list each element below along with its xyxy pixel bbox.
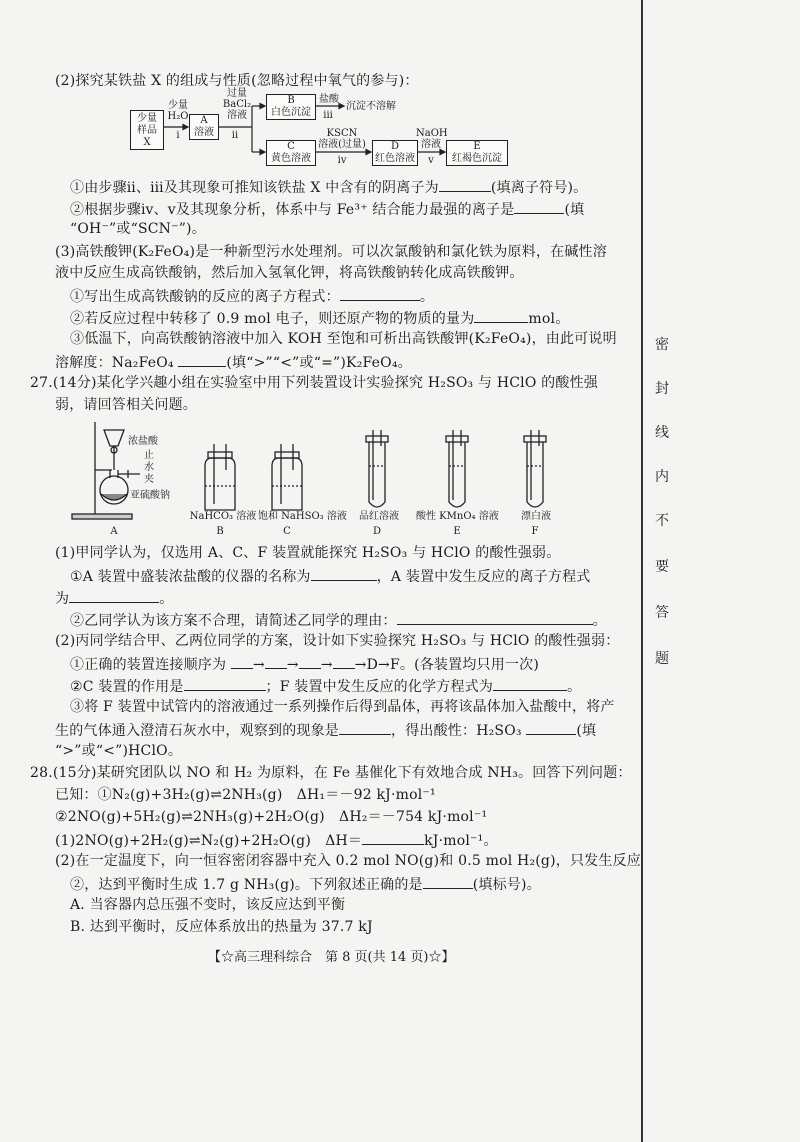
answer-blank[interactable]	[526, 720, 576, 735]
apparatus-letter-d: D	[372, 526, 382, 537]
q28-p1: (1)2NO(g)+2H₂(g)⇌N₂(g)+2H₂O(g) ΔH＝ kJ·mol⁻¹。	[55, 830, 498, 850]
step5-reagent: NaOH 溶液	[416, 128, 448, 150]
step1-reagent: 少量 H₂O	[167, 100, 189, 122]
apparatus-a-label-sulfite: 亚硫酸钠	[130, 490, 170, 501]
q28-option-b: B. 达到平衡时，反应体系放出的热量为 37.7 kJ	[70, 919, 373, 935]
q26-sub2-line2: “OH⁻”或“SCN⁻”)。	[70, 221, 206, 237]
q27-title-line2: 弱，请回答相关问题。	[55, 397, 197, 413]
answer-blank[interactable]	[493, 676, 567, 691]
apparatus-a-label-clamp3: 夹	[144, 474, 154, 485]
flow-box-a: A 溶液	[189, 114, 219, 140]
seal-char: 封	[655, 381, 669, 397]
seal-char: 线	[655, 425, 669, 441]
q27-p1: (1)甲同学认为，仅选用 A、C、F 装置就能探究 H₂SO₃ 与 HClO 的酸性强弱。	[55, 545, 561, 561]
answer-blank[interactable]	[69, 588, 159, 603]
apparatus-e-solution: 酸性 KMnO₄ 溶液	[416, 511, 499, 522]
q26-part3-line2: 液中反应生成高铁酸钠，然后加入氢氧化钾，将高铁酸钠转化成高铁酸钾。	[55, 265, 524, 281]
seal-char: 密	[655, 337, 669, 353]
seal-char: 题	[655, 651, 669, 667]
answer-blank[interactable]	[423, 874, 473, 889]
step5-label: ⅴ	[428, 155, 434, 166]
q26-p3-sub1: ①写出生成高铁酸钠的反应的离子方程式： 。	[70, 286, 434, 306]
seal-char: 内	[655, 469, 669, 485]
apparatus-letter-a: A	[110, 526, 118, 537]
flow-box-d: D 红色溶液	[372, 140, 418, 166]
step2-reagent: 过量 BaCl₂ 溶液	[222, 88, 252, 121]
q28-option-a: A. 当容器内总压强不变时，该反应达到平衡	[70, 897, 346, 913]
apparatus-letter-f: F	[531, 526, 539, 537]
step3-label: ⅲ	[323, 110, 333, 121]
apparatus-a-label-clamp2: 水	[144, 462, 154, 473]
apparatus-a-label-acid: 浓盐酸	[128, 436, 158, 447]
answer-blank[interactable]	[299, 654, 321, 669]
q26-sub1: ①由步骤ⅱ、ⅲ及其现象可推知该铁盐 X 中含有的阴离子为 (填离子符号)。	[70, 177, 587, 197]
answer-blank[interactable]	[362, 830, 424, 845]
q27-p2-sub2: ②C 装置的作用是 ；F 装置中发生反应的化学方程式为 。	[70, 676, 581, 696]
step3-result: 沉淀不溶解	[346, 101, 396, 112]
q28-p2-line1: (2)在一定温度下，向一恒容密闭容器中充入 0.2 mol NO(g)和 0.5 mol H₂(g)，只发生反应	[55, 853, 641, 869]
flow-box-c: C 黄色溶液	[266, 140, 316, 166]
q26-p3-sub3-line1: ③低温下，向高铁酸钠溶液中加入 KOH 至饱和可析出高铁酸钾(K₂FeO₄)，由此可说明	[70, 331, 617, 347]
seal-char: 要	[655, 559, 669, 575]
q26-part3-line1: (3)高铁酸钾(K₂FeO₄)是一种新型污水处理剂。可以次氯酸钠和氯化铁为原料，在碱性溶	[55, 244, 607, 260]
page-footer: 【☆高三理科综合 第 8 页(共 14 页)☆】	[208, 950, 455, 965]
answer-blank[interactable]	[333, 654, 355, 669]
q27-p1-sub1: ①A 装置中盛装浓盐酸的仪器的名称为 ，A 装置中发生反应的离子方程式	[70, 566, 590, 586]
step3-reagent: 盐酸	[319, 94, 339, 105]
q27-p2-sub3-line1: ③将 F 装置中试管内的溶液通过一系列操作后得到晶体，再将该晶体加入盐酸中，将产	[70, 699, 615, 715]
q27-p2: (2)丙同学结合甲、乙两位同学的方案，设计如下实验探究 H₂SO₃ 与 HClO 的酸性强弱：	[55, 633, 620, 649]
q28-title: 28.(15分)某研究团队以 NO 和 H₂ 为原料，在 Fe 基催化下有效地合成 NH₃。回答下列问题：	[30, 765, 632, 781]
q26-p3-sub2: ②若反应过程中转移了 0.9 mol 电子，则还原产物的物质的量为 mol。	[70, 308, 569, 328]
apparatus-a-label-clamp1: 止	[144, 450, 154, 461]
step4-label: ⅳ	[337, 155, 347, 166]
apparatus-f-solution: 漂白液	[521, 511, 551, 522]
step2-label: ⅱ	[231, 130, 239, 141]
answer-blank[interactable]	[184, 676, 266, 691]
flow-box-e: E 红褐色沉淀	[446, 140, 508, 166]
q27-p1-sub1-line2: 为 。	[55, 588, 173, 608]
q27-p2-sub3-line3: “>”或“<”)HClO。	[55, 743, 183, 759]
q28-p2-line2: ②，达到平衡时生成 1.7 g NH₃(g)。下列叙述正确的是 (填标号)。	[70, 874, 541, 894]
answer-blank[interactable]	[265, 654, 287, 669]
q27-title-line1: 27.(14分)某化学兴趣小组在实验室中用下列装置设计实验探究 H₂SO₃ 与 HClO 的酸性强	[30, 375, 598, 391]
flow-sample-box: 少量 样品 X	[130, 110, 164, 150]
apparatus-letter-b: B	[216, 526, 224, 537]
answer-blank[interactable]	[231, 654, 253, 669]
apparatus-letter-e: E	[453, 526, 461, 537]
answer-blank[interactable]	[311, 566, 377, 581]
seal-divider-line	[641, 0, 643, 1142]
q26-p3-sub3-line2: 溶解度：Na₂FeO₄ (填“>”“<”或“=”)K₂FeO₄。	[55, 352, 412, 372]
apparatus-b-solution: NaHCO₃ 溶液	[189, 511, 257, 522]
apparatus-c-solution: 饱和 NaHSO₃ 溶液	[258, 511, 347, 522]
q27-p1-sub2: ②乙同学认为该方案不合理，请简述乙同学的理由： 。	[70, 610, 607, 630]
q28-known2: ②2NO(g)+5H₂(g)⇌2NH₃(g)+2H₂O(g) ΔH₂＝－754 kJ·mol⁻¹	[55, 809, 488, 825]
seal-char: 答	[655, 605, 669, 621]
q27-p2-sub3-line2: 生的气体通入澄清石灰水中，观察到的现象是 ，得出酸性：H₂SO₃ (填	[55, 720, 596, 740]
answer-blank[interactable]	[339, 720, 391, 735]
step1-label: ⅰ	[176, 130, 180, 141]
step4-reagent: KSCN 溶液(过量)	[318, 128, 366, 150]
q26-sub2: ②根据步骤ⅳ、ⅴ及其现象分析，体系中与 Fe³⁺ 结合能力最强的离子是 (填	[70, 199, 584, 219]
apparatus-d-solution: 品红溶液	[359, 511, 399, 522]
q26-part2-title: (2)探究某铁盐 X 的组成与性质(忽略过程中氧气的参与)：	[55, 73, 419, 89]
apparatus-letter-c: C	[283, 526, 291, 537]
q27-p2-sub1: ①正确的装置连接顺序为 → → → →D→F。(各装置均只用一次)	[70, 654, 539, 674]
flow-box-b: B 白色沉淀	[266, 94, 316, 120]
seal-char: 不	[655, 513, 669, 529]
q28-known1: 已知：①N₂(g)+3H₂(g)⇌2NH₃(g) ΔH₁＝－92 kJ·mol⁻¹	[55, 787, 436, 803]
answer-blank[interactable]	[397, 610, 593, 625]
